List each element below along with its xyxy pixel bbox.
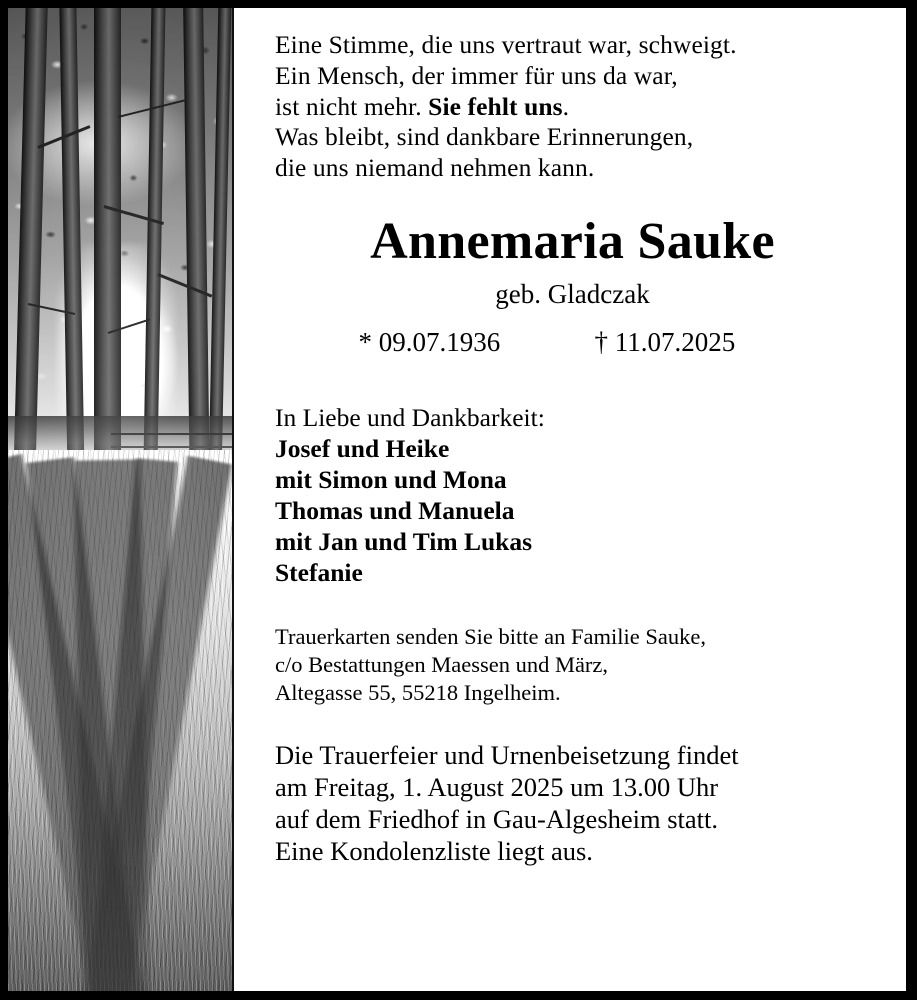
notice-inner-frame <box>8 8 906 991</box>
surviving-family-block <box>275 402 888 588</box>
verse-line-prefix: ist nicht mehr. <box>275 91 429 121</box>
family-member: Thomas und Manuela <box>275 495 515 525</box>
verse-line: Was bleibt, sind dankbare Erinnerungen, <box>275 122 694 152</box>
address-line: Trauerkarten senden Sie bitte an Familie Sauke, <box>275 623 706 649</box>
birth-date: * 09.07.1936 <box>358 327 501 358</box>
verse-line-suffix: . <box>562 91 570 121</box>
family-member: Josef und Heike <box>275 433 450 463</box>
service-line: Die Trauerfeier und Urnenbeisetzung findet <box>275 739 739 770</box>
deceased-name-block <box>275 212 888 358</box>
notice-text-column <box>234 8 906 991</box>
verse-line: Eine Stimme, die uns vertraut war, schweigt. <box>275 30 737 59</box>
condolence-address-block <box>275 623 888 707</box>
life-dates <box>275 328 870 358</box>
deceased-full-name: Annemaria Sauke <box>370 212 775 270</box>
family-intro-line: In Liebe und Dankbarkeit: <box>275 402 545 432</box>
verse-line: Ein Mensch, der immer für uns da war, <box>275 60 678 90</box>
family-member: mit Jan und Tim Lukas <box>275 526 533 556</box>
family-member: mit Simon und Mona <box>275 464 507 494</box>
photo-canvas <box>8 8 232 991</box>
service-line: auf dem Friedhof in Gau-Algesheim statt. <box>275 803 719 834</box>
verse-emphasis: Sie fehlt uns <box>428 91 563 121</box>
address-line: Altegasse 55, 55218 Ingelheim. <box>275 679 561 705</box>
family-member: Stefanie <box>275 557 363 587</box>
address-line: c/o Bestattungen Maessen und März, <box>275 651 609 677</box>
verse-line <box>275 92 888 123</box>
photo-vignette <box>8 8 232 991</box>
funeral-service-details <box>275 739 888 867</box>
memorial-verse <box>275 30 888 184</box>
verse-line: die uns niemand nehmen kann. <box>275 153 595 183</box>
memorial-photograph <box>8 8 234 991</box>
death-date: † 11.07.2025 <box>594 327 736 358</box>
service-line: Eine Kondolenzliste liegt aus. <box>275 835 593 866</box>
deceased-maiden-name: geb. Gladczak <box>495 278 650 309</box>
service-line: am Freitag, 1. August 2025 um 13.00 Uhr <box>275 771 719 802</box>
